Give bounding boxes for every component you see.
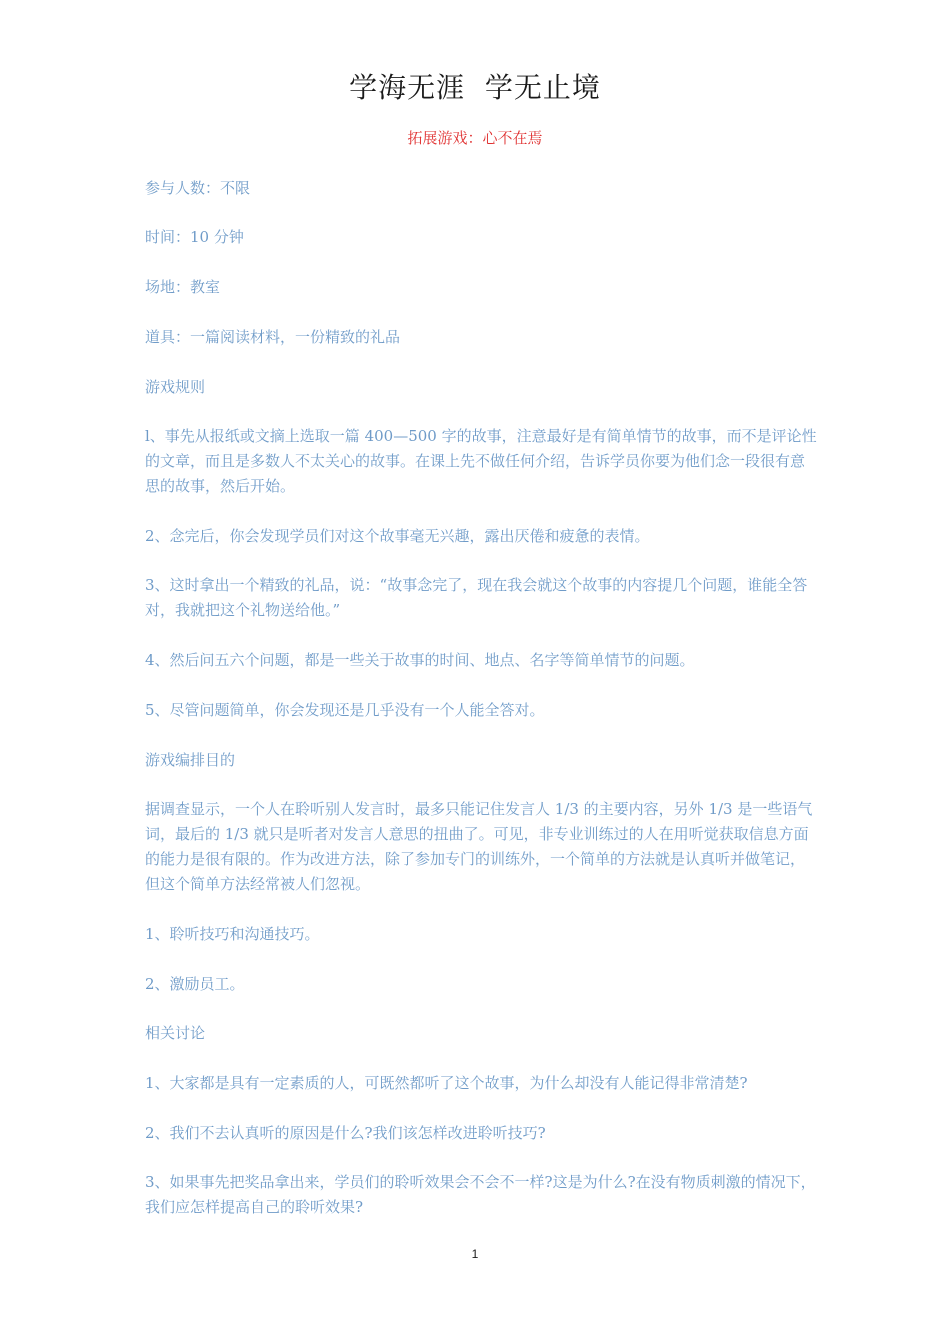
- purpose-item-2: 2、激励员工。: [145, 975, 245, 993]
- rules-heading: 游戏规则: [145, 378, 206, 396]
- rule-item-3: 3、这时拿出一个精致的礼品，说：“故事念完了，现在我会就这个故事的内容提几个问题，谁能全答对，我就把这个礼物送给他。”: [145, 576, 808, 619]
- props-line: 道具：一篇阅读材料，一份精致的礼品: [145, 328, 401, 346]
- purpose-item-1: 1、聆听技巧和沟通技巧。: [145, 925, 320, 943]
- purpose-paragraph: 据调查显示，一个人在聆听别人发言时，最多只能记住发言人 1/3 的主要内容，另外 1/3 是一些语气词，最后的 1/3 就只是听者对发言人意思的扭曲了。可见，非专业训练过的人在用听觉获取信息方面的能力是很有限的。作为改进方法，除了参加专门的训练外，一个简单的方法就是认真听并做笔记，但这个简单方法经常被人们忽视。: [145, 800, 813, 893]
- time-line: 时间：10 分钟: [145, 228, 244, 246]
- game-title: 拓展游戏：心不在焉: [407, 129, 543, 147]
- rule-item-1: l、事先从报纸或文摘上选取一篇 400—500 字的故事，注意最好是有简单情节的故事，而不是评论性的文章，而且是多数人不太关心的故事。在课上先不做任何介绍，告诉学员你要为他们念一段很有意思的故事，然后开始。: [145, 427, 817, 495]
- header-title: 学海无涯 学无止境: [349, 71, 601, 104]
- discussion-item-3: 3、如果事先把奖品拿出来，学员们的聆听效果会不会不一样?这是为什么?在没有物质刺激的情况下，我们应怎样提高自己的聆听效果?: [145, 1173, 816, 1216]
- purpose-heading: 游戏编排目的: [145, 751, 236, 769]
- discussion-item-2: 2、我们不去认真听的原因是什么?我们该怎样改进聆听技巧?: [145, 1124, 546, 1142]
- rule-item-4: 4、然后问五六个问题，都是一些关于故事的时间、地点、名字等简单情节的问题。: [145, 651, 695, 669]
- page-number: 1: [471, 1247, 479, 1261]
- venue-line: 场地：教室: [145, 278, 221, 296]
- participants-line: 参与人数：不限: [145, 179, 251, 197]
- rule-item-2: 2、念完后，你会发现学员们对这个故事毫无兴趣，露出厌倦和疲惫的表情。: [145, 527, 650, 545]
- discussion-heading: 相关讨论: [145, 1024, 206, 1042]
- rule-item-5: 5、尽管问题简单，你会发现还是几乎没有一个人能全答对。: [145, 701, 545, 719]
- discussion-item-1: 1、大家都是具有一定素质的人，可既然都听了这个故事，为什么却没有人能记得非常清楚?: [145, 1074, 748, 1092]
